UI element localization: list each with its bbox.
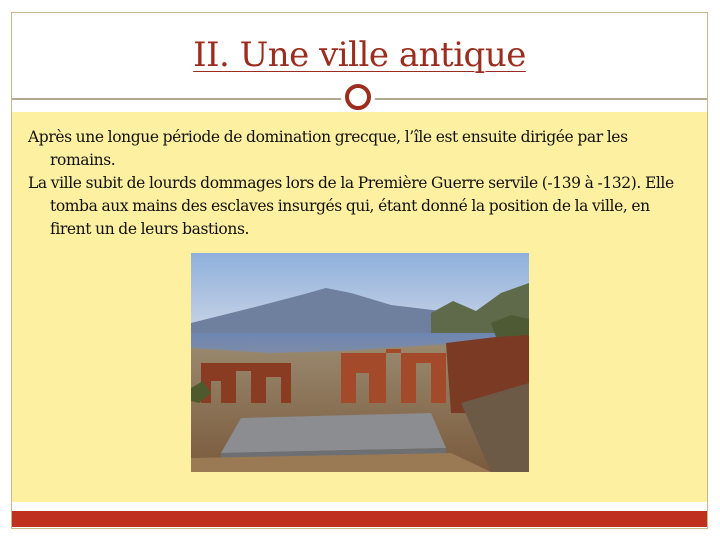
body-text bbox=[28, 126, 693, 241]
paragraph-2: La ville subit de lourds dommages lors de la Première Guerre servile (-139 à -132). Elle tomba aux mains des esclaves insurgés qui, étant donné la position de la ville, en firent un de leurs bastions. bbox=[28, 174, 674, 238]
ornament-ring bbox=[345, 84, 371, 110]
slide-title: II. Une ville antique bbox=[193, 35, 526, 75]
footer-accent-bar bbox=[12, 511, 707, 527]
stage-platform bbox=[221, 413, 446, 453]
circle-ornament-icon bbox=[341, 80, 375, 114]
theatre-photo bbox=[191, 253, 529, 472]
paragraph-1: Après une longue période de domination grecque, l’île est ensuite dirigée par les romains. bbox=[28, 128, 628, 169]
